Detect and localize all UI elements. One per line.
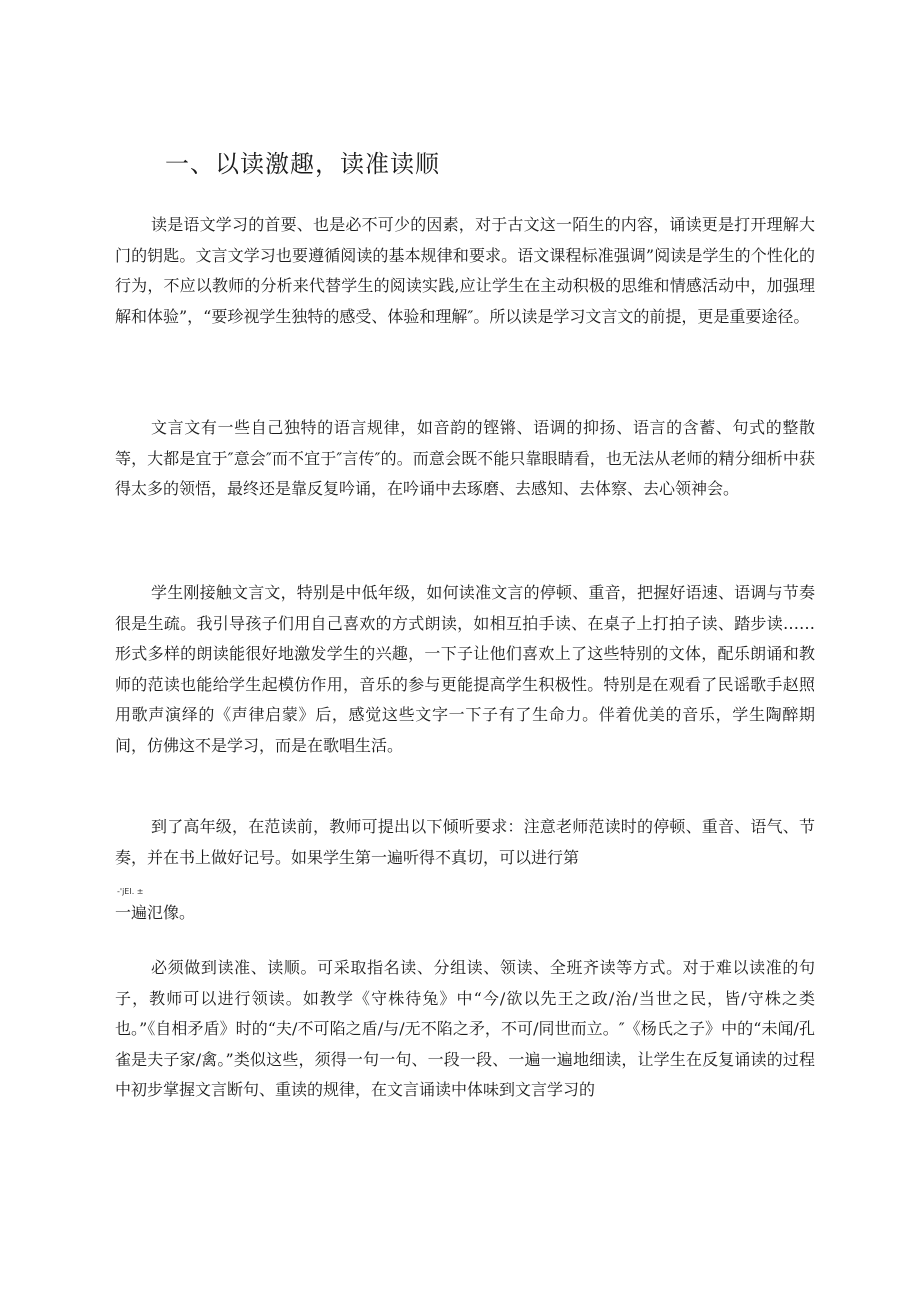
paragraph-lower-grades: 学生刚接触文言文，特别是中低年级，如何读准文言的停顿、重音，把握好语速、语调与节奏很是生疏。我引导孩子们用自己喜欢的方式朗读，如相互拍手读、在桌子上打拍子读、踏步读……形式多样的朗读能很好地激发学生的兴趣，一下子让他们喜欢上了这些特别的文体，配乐朗诵和教师的范读也能给学生起模仿作用，音乐的参与更能提高学生积极性。特别是在观看了民谣歌手赵照用歌声演绎的《声律启蒙》后，感觉这些文字一下子有了生命力。伴着优美的音乐，学生陶醉期间，仿佛这不是学习，而是在歌唱生活。	[115, 583, 815, 755]
paragraph-upper-grades: 到了高年级，在范读前，教师可提出以下倾听要求：注意老师范读时的停顿、重音、语气、节奏，并在书上做好记号。如果学生第一遍听得不真切，可以进行第	[115, 817, 815, 867]
paragraph-read-accurately: 必须做到读准、读顺。可采取指名读、分组读、领读、全班齐读等方式。对于难以读准的句子，教师可以进行领读。如教学《守株待兔》中“今/欲以先王之政/治/当世之民，皆/守株之类也。”《自相矛盾》时的“夫/不可陷之盾/与/无不陷之矛，不可/同世而立。″《杨氏之子》中的“未闻/孔雀是夫子家/禽。”类似这些，须得一句一句、一段一段、一遍一遍地细读，让学生在反复诵读的过程中初步掌握文言断句、重读的规律，在文言诵读中体味到文言学习的	[115, 958, 815, 1099]
paragraph-reading-importance: 读是语文学习的首要、也是必不可少的因素，对于古文这一陌生的内容，诵读更是打开理解大门的钥匙。文言文学习也要遵循阅读的基本规律和要求。语文课程标准强调”阅读是学生的个性化的行为，不应以教师的分析来代替学生的阅读实践,应让学生在主动积极的思维和情感活动中，加强理解和体验”，“要珍视学生独特的感受、体验和理解″。所以读是学习文言文的前提，更是重要途径。	[115, 215, 815, 326]
paragraph-language-rules: 文言文有一些自己独特的语言规律，如音韵的铿锵、语调的抑扬、语言的含蓄、句式的整散等，大都是宜于″意会″而不宜于″言传″的。而意会既不能只靠眼睛看，也无法从老师的精分细析中获得太多的领悟，最终还是靠反复吟诵，在吟诵中去琢磨、去感知、去体察、去心领神会。	[115, 418, 815, 498]
scan-artifact-text: -'jEI. ±	[117, 887, 144, 896]
section-heading: 一、以读激趣，读准读顺	[165, 150, 440, 178]
paragraph-upper-grades-continued: 一遍氾像。	[115, 903, 196, 922]
